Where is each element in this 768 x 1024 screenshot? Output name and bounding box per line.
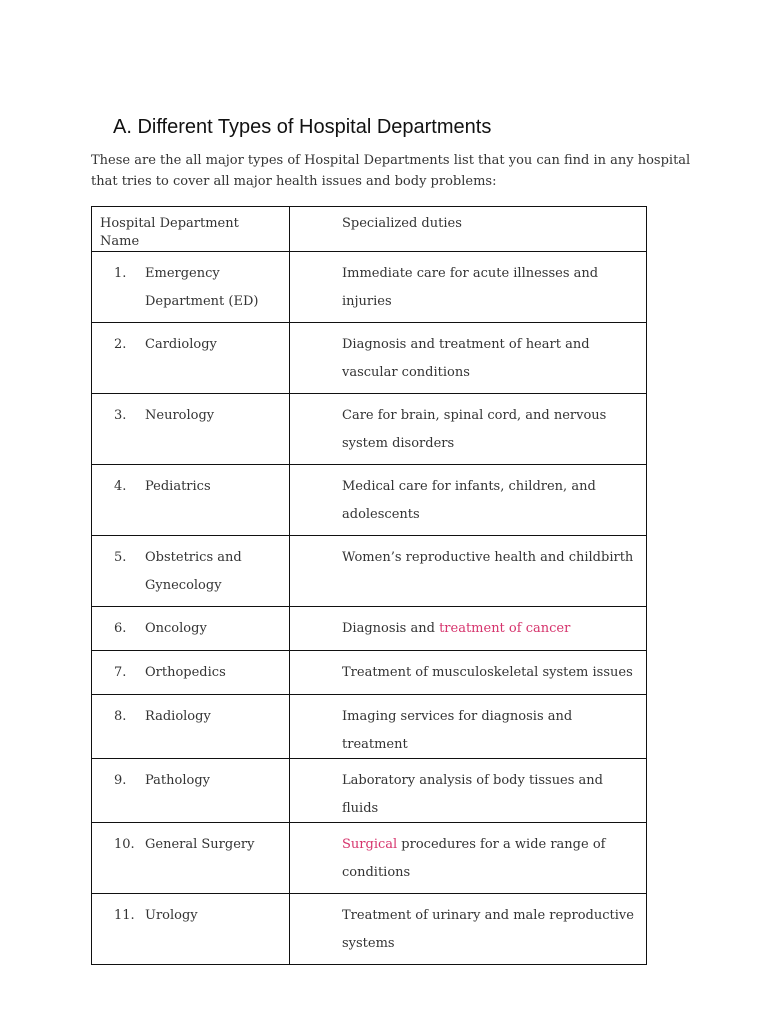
- department-duty: Surgical procedures for a wide range of conditions: [290, 823, 647, 894]
- department-duty: Diagnosis and treatment of cancer: [290, 607, 647, 651]
- row-number: 7.: [114, 665, 127, 680]
- table-row: [92, 394, 647, 465]
- table-row: [92, 695, 647, 759]
- table-row: [92, 536, 647, 607]
- department-duty: Laboratory analysis of body tissues and fluids: [290, 759, 647, 823]
- row-number: 9.: [114, 773, 127, 788]
- department-name: Radiology: [145, 709, 211, 724]
- table-row: [92, 651, 647, 695]
- row-number: 8.: [114, 709, 127, 724]
- table-row: [92, 323, 647, 394]
- row-number: 10.: [114, 837, 135, 852]
- department-duty: Treatment of urinary and male reproductive systems: [290, 894, 647, 965]
- department-duty: Treatment of musculoskeletal system issues: [290, 651, 647, 695]
- department-name: Pathology: [145, 773, 210, 788]
- department-name: Pediatrics: [145, 479, 211, 494]
- department-name: Emergency Department (ED): [145, 266, 259, 309]
- department-name: Urology: [145, 908, 198, 923]
- table-row: [92, 759, 647, 823]
- department-name: Orthopedics: [145, 665, 226, 680]
- row-number: 6.: [114, 621, 127, 636]
- row-number: 5.: [114, 550, 127, 565]
- departments-table: [91, 206, 647, 965]
- department-duty: Diagnosis and treatment of heart and vascular conditions: [290, 323, 647, 394]
- surgical-link[interactable]: Surgical: [342, 837, 398, 852]
- cancer-treatment-link[interactable]: treatment of cancer: [439, 621, 571, 636]
- header-department-name: Hospital Department Name: [92, 207, 290, 252]
- department-name: Obstetrics and Gynecology: [145, 550, 242, 593]
- department-duty: Women’s reproductive health and childbirth: [290, 536, 647, 607]
- row-number: 1.: [114, 266, 127, 281]
- department-duty: Imaging services for diagnosis and treatment: [290, 695, 647, 759]
- table-row: [92, 823, 647, 894]
- table-row: [92, 465, 647, 536]
- row-number: 3.: [114, 408, 127, 423]
- department-name: Neurology: [145, 408, 215, 423]
- header-specialized-duties: Specialized duties: [290, 207, 647, 252]
- department-name: Oncology: [145, 621, 207, 636]
- table-row: [92, 252, 647, 323]
- department-duty: Care for brain, spinal cord, and nervous system disorders: [290, 394, 647, 465]
- row-number: 11.: [114, 908, 135, 923]
- department-duty: Immediate care for acute illnesses and injuries: [290, 252, 647, 323]
- table-row: [92, 894, 647, 965]
- department-name: Cardiology: [145, 337, 217, 352]
- row-number: 2.: [114, 337, 127, 352]
- table-header-row: [92, 207, 647, 252]
- department-name: General Surgery: [145, 837, 255, 852]
- page-heading: A. Different Types of Hospital Departments: [113, 116, 492, 138]
- intro-paragraph: These are the all major types of Hospital Departments list that you can find in any hospital that tries to cover all major health issues and body problems:: [91, 153, 691, 189]
- row-number: 4.: [114, 479, 127, 494]
- table-row: [92, 607, 647, 651]
- department-duty: Medical care for infants, children, and adolescents: [290, 465, 647, 536]
